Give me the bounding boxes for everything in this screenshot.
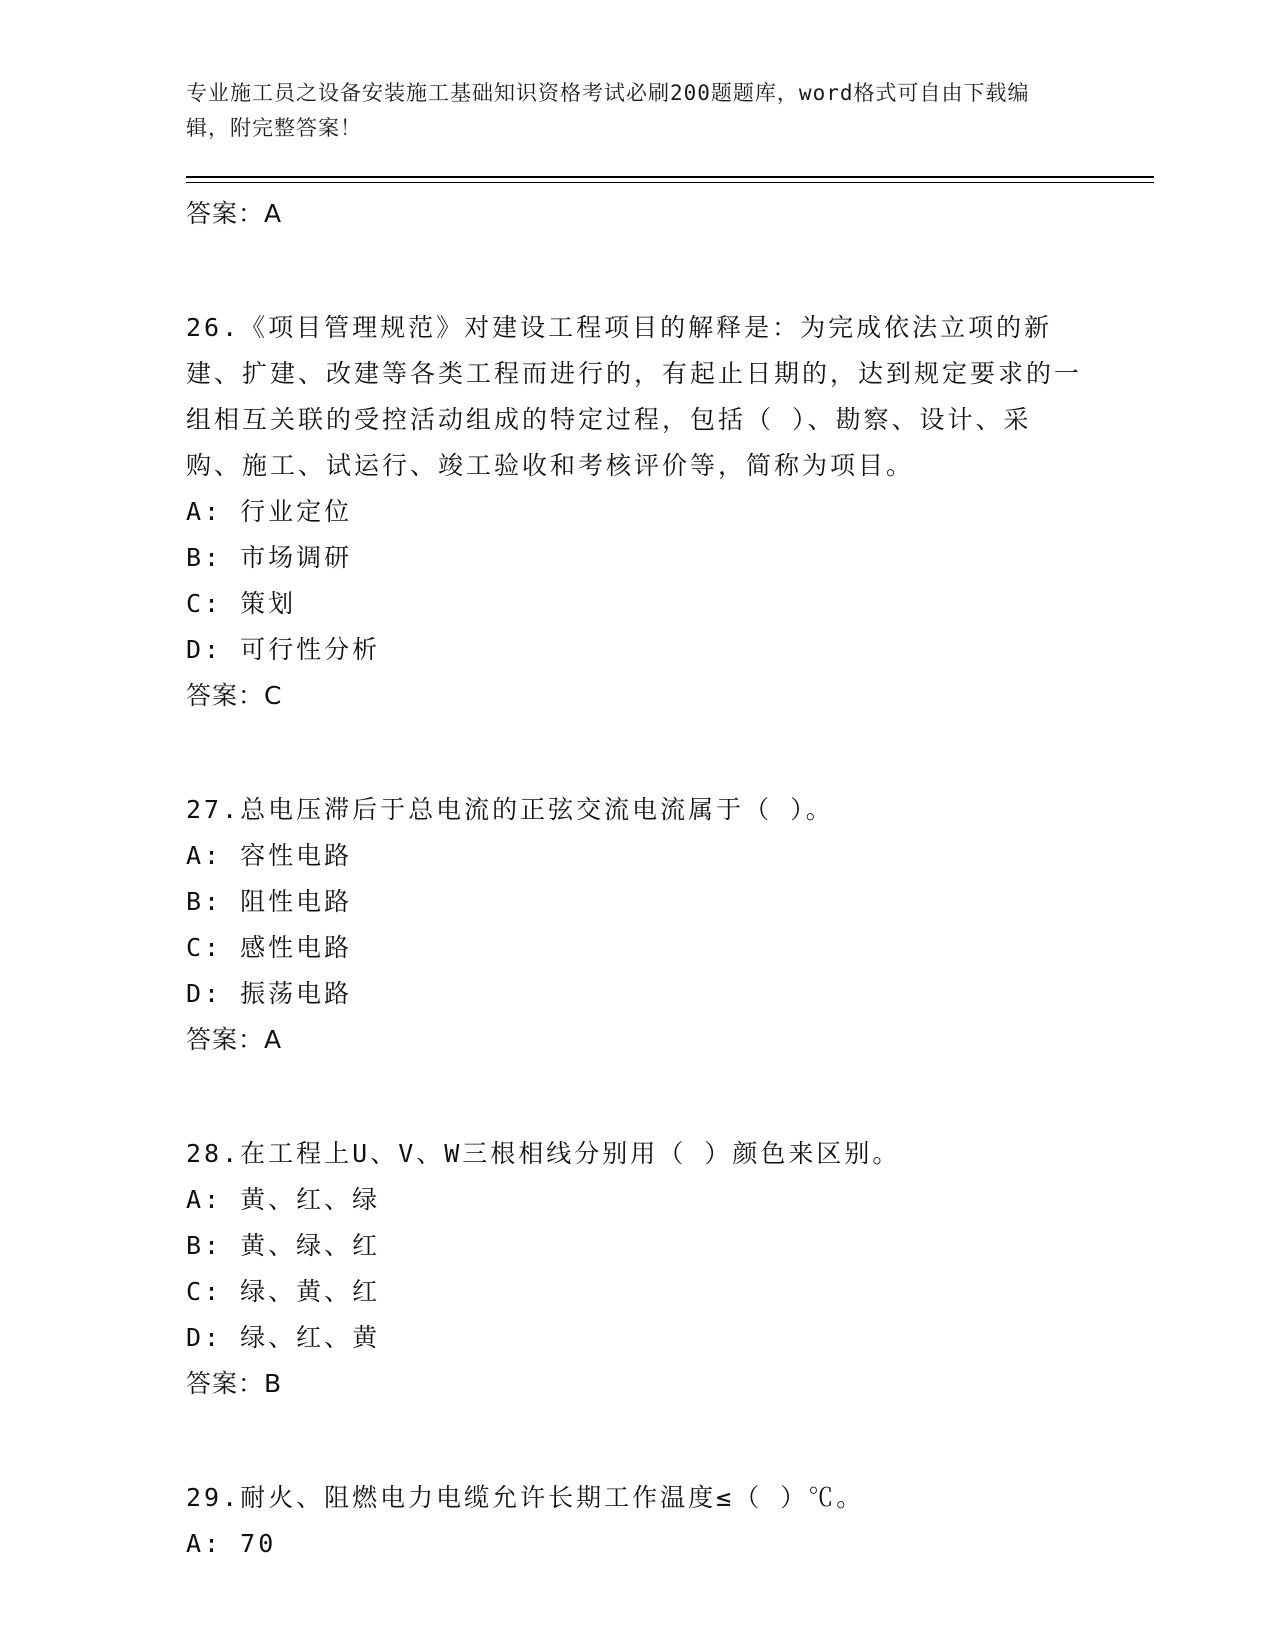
header-rule-thick: [186, 176, 1154, 178]
option-d: D: 振荡电路: [186, 979, 353, 1008]
question-27: [186, 787, 1086, 1063]
spacer: [186, 1407, 1086, 1475]
question-stem: 28.在工程上U、V、W三根相线分别用（ ）颜色来区别。: [186, 1139, 901, 1168]
question-29: [186, 1475, 1086, 1567]
answer-line: 答案：A: [186, 1025, 283, 1054]
question-26: [186, 305, 1086, 719]
question-stem: 29.耐火、阻燃电力电缆允许长期工作温度≤（ ）℃。: [186, 1483, 865, 1512]
document-header: 专业施工员之设备安装施工基础知识资格考试必刷200题题库，word格式可自由下载编辑，附完整答案！: [186, 81, 1030, 140]
option-a: A: 行业定位: [186, 497, 353, 526]
question-stem: 27.总电压滞后于总电流的正弦交流电流属于（ ）。: [186, 795, 834, 824]
answer-line: 答案：A: [186, 199, 283, 228]
option-a: A: 黄、红、绿: [186, 1185, 381, 1214]
answer-line: 答案：C: [186, 681, 283, 710]
option-a: A: 70: [186, 1529, 277, 1558]
option-d: D: 可行性分析: [186, 635, 381, 664]
option-c: C: 绿、黄、红: [186, 1277, 381, 1306]
option-b: B: 黄、绿、红: [186, 1231, 381, 1260]
option-c: C: 策划: [186, 589, 297, 618]
spacer: [186, 719, 1086, 787]
option-c: C: 感性电路: [186, 933, 353, 962]
question-list: [186, 191, 1086, 1567]
spacer: [186, 237, 1086, 305]
option-b: B: 市场调研: [186, 543, 353, 572]
option-a: A: 容性电路: [186, 841, 353, 870]
question-stem: 26.《项目管理规范》对建设工程项目的解释是：为完成依法立项的新建、扩建、改建等各类工程而进行的，有起止日期的，达到规定要求的一组相互关联的受控活动组成的特定过程，包括（ ）、勘察、设计、采购、施工、试运行、竣工验收和考核评价等，简称为项目。: [186, 313, 1083, 480]
question-28: [186, 1131, 1086, 1407]
answer-line: 答案：B: [186, 1369, 283, 1398]
option-d: D: 绿、红、黄: [186, 1323, 381, 1352]
header-rule-thin: [186, 182, 1154, 183]
option-b: B: 阻性电路: [186, 887, 353, 916]
spacer: [186, 1063, 1086, 1131]
